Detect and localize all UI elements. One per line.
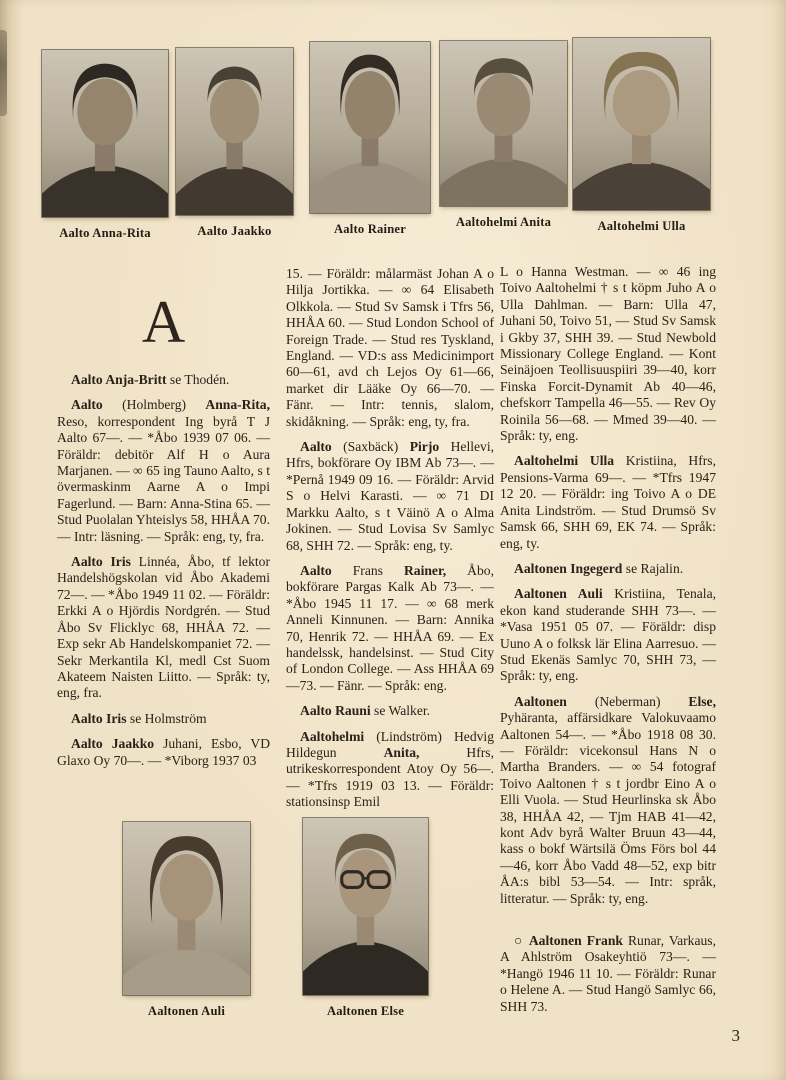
- portrait-photo: [573, 38, 710, 233]
- column-right: [500, 264, 716, 1024]
- portrait-photo: [440, 41, 567, 229]
- directory-entry: Aaltohelmi Ulla Kristiina, Hfrs, Pensions-Varma 69—. — *Tfrs 1947 12 20. — Föräldr: ing Toivo A o DE Anita Lindström. — Stud Drumsö Sv Samsk 66, SHH 69, EK 74. — Språk: eng, ty.: [500, 453, 716, 551]
- column-left: [57, 268, 270, 778]
- portrait-photo: [123, 822, 250, 1018]
- directory-entry: Aalto (Holmberg) Anna-Rita, Reso, korrespondent Ing byrå T J Aalto 67—. — *Åbo 1939 07 06. — Föräldr: debitör Alf H o Aura Marjanen. — ∞ 65 ing Tauno Aalto, s t övermaskinm Aarne A o Impi Fagerlund. — Barn: Anna-Stina 65. — Stud Puolalan Yhteislys 58, HHÅA 70. — Intr: läsning. — Språk: eng, ty, fra.: [57, 397, 270, 544]
- portrait-image: [440, 41, 567, 206]
- directory-entry: L o Hanna Westman. — ∞ 46 ing Toivo Aaltohelmi † s t köpm Juho A o Ulla Dahlman. — Barn: Ulla 47, Juhani 50, Toivo 51, — Stud Sv Samsk i Gkby 37, SHH 39. — Stud Newbold Missionary College England. — Kont Seinäjoen Teollisuuspiiri 39—40, korr Finska Forcit-Dynamit Ab 40—46, chefskorr Tampella 46—55. — Rev Oy Roinila 56—68. — Mmed 39—40. — Språk: ty, eng.: [500, 264, 716, 444]
- portrait-photo: [303, 818, 428, 1018]
- directory-entry: Aaltonen (Neberman) Else, Pyhäranta, affärsidkare Valokuvaamo Aaltonen 54—. — *Åbo 1918 08 30. — Föräldr: vicekonsul Hans N o Martha Branders. — ∞ 54 fotograf Toivo Aaltonen † s t jordbr Eino A o Elli Vuola. — Stud Heurlinska sk Åbo 38, HHÅA 42, — Tjm HAB 41—42, kont Adv byrå Walter Bruun 43—44, kass o bokf Wärtsilä Öms Förs bol 44—46, korr Åbo Vadd 48—52, exp bitr ÅA:s bibl 53—54. — Intr: språk, litteratur. — Språk: ty, eng.: [500, 693, 716, 906]
- directory-entry: Aalto Frans Rainer, Åbo, bokförare Pargas Kalk Ab 73—. — *Åbo 1945 11 17. — ∞ 68 merk Anneli Kinnunen. — Barn: Annika 70, Henrik 72. — HHÅA 69. — Ex handelssk, handelsinst. — Stud City of London College. — Ass HHÅA 69—73. — Fänr. — Språk: eng.: [286, 562, 494, 693]
- portrait-image: [42, 50, 168, 217]
- photo-caption: Aaltonen Auli: [147, 1004, 226, 1018]
- directory-entry: Aaltohelmi (Lindström) Hedvig Hildegun Anita, Hfrs, utrikeskorrespondent Atoy Oy 56—. — *Tfrs 1919 03 13. — Föräldr: stationsinsp Emil: [286, 728, 494, 810]
- directory-entry: Aalto Iris Linnéa, Åbo, tf lektor Handelshögskolan vid Åbo Akademi 72—. — *Åbo 1949 11 02. — Föräldr: Erkki A o Hjördis Nordgrén. — Stud Åbo Sv Flicklyc 68, HHÅA 72. — Exp sekr Ab Handelskompaniet 72. — Sekr Merkantila Kl, medl Cst Suom Akateem Naisten Liitto. — Språk: ty, eng, fra.: [57, 554, 270, 701]
- portrait-image: [303, 818, 428, 995]
- photo-caption: Aalto Anna-Rita: [59, 226, 151, 240]
- photo-caption: Aaltohelmi Anita: [455, 215, 552, 229]
- photo-caption: Aaltohelmi Ulla: [597, 219, 686, 233]
- photo-caption: Aaltonen Else: [326, 1004, 405, 1018]
- portrait-photo: [42, 50, 168, 240]
- directory-entry: Aaltonen Ingegerd se Rajalin.: [514, 560, 684, 576]
- portrait-photo: [176, 48, 293, 238]
- portrait-photo: [310, 42, 430, 236]
- directory-entry: 15. — Föräldr: målarmäst Johan A o Hilja Jortikka. — ∞ 64 Elisabeth Olkkola. — Stud Sv Samsk i Tfrs 56, HHÅA 60. — Stud London School of Foreign Trade. — Stud res Tyskland, England. — VD:s ass Medicinimport 60—61, avd ch Lejos Oy 61—66, market dir Lääke Oy 66—70. — Fänr. — Intr: tennis, slalom, skidåkning. — Språk: eng, ty, fra.: [286, 266, 494, 429]
- photo-caption: Aalto Jaakko: [197, 224, 272, 238]
- portrait-image: [176, 48, 293, 215]
- scan-edge-artifact: [0, 30, 7, 116]
- directory-entry: Aalto Iris se Holmström: [71, 710, 207, 726]
- section-letter: A: [141, 289, 186, 355]
- portrait-image: [123, 822, 250, 995]
- page-number: 3: [731, 1026, 740, 1045]
- directory-entry: Aalto (Saxbäck) Pirjo Hellevi, Hfrs, bokförare Oy IBM Ab 73—. — *Pernå 1949 09 16. — Föräldr: Arvid S o Helvi Karasti. — ∞ 71 DI Markku Aalto, s t Väinö A o Alma Jokinen. — Stud Lovisa Sv Samlyc 68, SHH 72. — Språk: eng, ty.: [286, 439, 495, 553]
- directory-entry: Aalto Jaakko Juhani, Esbo, VD Glaxo Oy 70—. — *Viborg 1937 03: [57, 736, 271, 768]
- directory-entry: Aalto Rauni se Walker.: [300, 703, 431, 719]
- portrait-image: [573, 38, 710, 210]
- directory-entry: Aaltonen Auli Kristiina, Tenala, ekon kand studerande SHH 73—. — *Vasa 1951 05 07. — Föräldr: disp Uuno A o folksk lär Elina Aarresuo. — Stud Ekenäs Samlyc 70, SHH 73, — Språk: ty, eng.: [500, 586, 716, 684]
- directory-entry: ○ Aaltonen Frank Runar, Varkaus, A Ahlström Osakeyhtiö 73—. — *Hangö 1946 11 10. — Föräldr: Runar o Helene A. — Stud Hangö Samlyc 66, SHH 73.: [500, 933, 716, 1014]
- directory-entry: Aalto Anja-Britt se Thodén.: [71, 372, 230, 387]
- column-middle: [286, 266, 494, 820]
- portrait-image: [310, 42, 430, 213]
- photo-caption: Aalto Rainer: [333, 222, 406, 236]
